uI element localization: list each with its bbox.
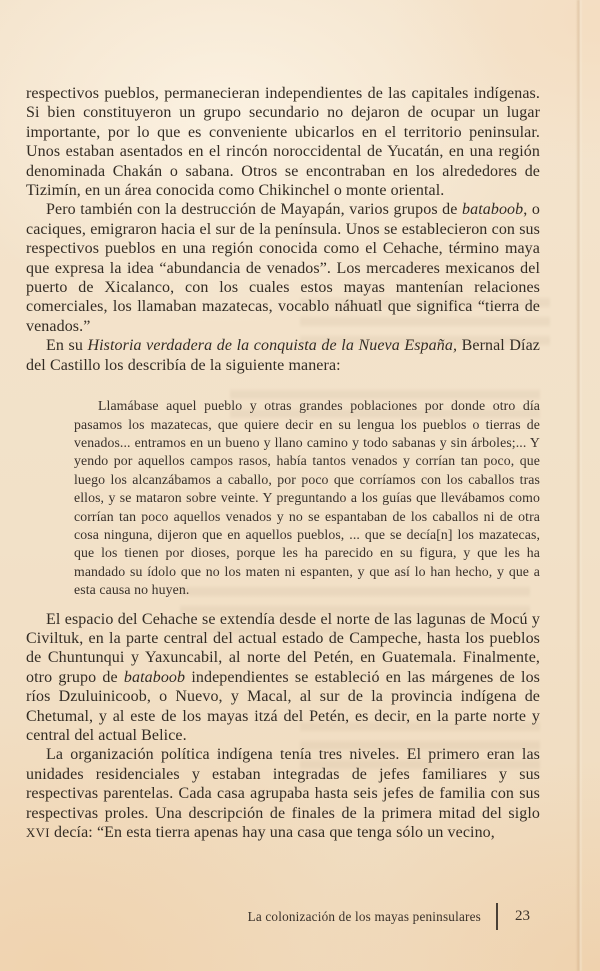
footer-divider	[496, 903, 498, 930]
running-footer	[26, 903, 540, 930]
paragraph	[26, 610, 540, 746]
italic-text-segment: bataboob	[123, 668, 186, 686]
text-segment: Bernal Díaz del Castillo los describía de la siguiente manera:	[26, 337, 540, 374]
text-segment: El espacio del Cehache se extendía desde el norte de las lagunas de Mocú y Civiltuk, en la parte central del actual estado de Campeche, hasta los pueblos de Chuntunqui y Yaxuncabil, al norte del Petén, en Guatemala. Finalmente, otro grupo de	[26, 610, 540, 686]
text-segment: respectivos pueblos, permanecieran independientes de las capitales indígenas. Si bien constituyeron un grupo secundario no dejaron de ocupar un lugar importante, por lo que es conveniente ubicarlos en el territorio peninsular. Unos estaban asentados en el rincón noroccidental de Yucatán, en una región denominada Chakán o sabana. Otros se encontraban en los alrededores de Tizimín, en un área conocida como Chikinchel o monte oriental.	[26, 85, 540, 200]
text-segment: Llamábase aquel pueblo y otras grandes poblaciones por donde otro día pasamos los mazatecas, que quiere decir en su lengua los pueblos o tierras de venados... entramos en un bueno y llano camino y todo sabanas y sin árboles;... Y yendo por aquellos campos rasos, había tantos venados y corrían tan poco, que luego los alcanzábamos a caballo, por poco que corríamos con los caballos tras ellos, y se mataron sobre veinte. Y preguntando a los guías que llevábamos como corrían tan poco aquellos venados y no se espantaban de los caballos ni de otra cosa ninguna, dijeron que en aquellos pueblos, ... que se decía[n] los mazatecas, que los tienen por dioses, porque les ha parecido en su figura, y que les ha mandado su ídolo que no los maten ni espanten, y que así lo han hecho, y que a esta causa no huyen.	[74, 398, 540, 598]
paragraph	[26, 84, 540, 200]
paragraph	[26, 745, 540, 843]
page-number: 23	[515, 908, 530, 924]
text-segment: , o caciques, emigraron hacia el sur de la península. Unos se establecieron con sus respectivos pueblos en una región conocida como el Cehache, término maya que expresa la idea “abundancia de venados”. Los mercaderes mexicanos del puerto de Xicalanco, con los cuales estos mayas mantenían relaciones comerciales, los llamaban mazatecas, vocablo náhuatl que significa “tierra de venados.”	[26, 201, 540, 335]
text-segment: decía: “En esta tierra apenas hay una casa que tenga sólo un vecino,	[49, 824, 495, 842]
italic-text-segment: Historia verdadera de la conquista de la Nueva España,	[87, 337, 458, 355]
text-segment: La organización política indígena tenía tres niveles. El primero eran las unidades residenciales y estaban integradas de jefes familiares y sus respectivas parentelas. Cada casa agrupaba hasta seis jefes de familia con sus respectivas proles. Una descripción de finales de la primera mitad del siglo	[26, 746, 540, 822]
text-segment: independientes se estableció en las márgenes de los ríos Dzuluinicoob, o Nuevo, y Macal, al sur de la provincia indígena de Chetumal, y al este de los mayas itzá del Petén, es decir, en la parte norte y central del actual Belice.	[26, 668, 540, 744]
page-crease	[576, 0, 582, 971]
text-segment: Pero también con la destrucción de Mayapán, varios grupos de	[46, 201, 463, 219]
paragraph	[26, 200, 540, 336]
paragraph	[26, 336, 540, 375]
smallcaps-text-segment: XVI	[26, 826, 50, 841]
text-column	[26, 84, 540, 843]
block-quote	[74, 397, 540, 599]
running-title: La colonización de los mayas peninsulares	[247, 908, 481, 924]
text-segment: En su	[46, 337, 88, 355]
italic-text-segment: bataboob	[462, 201, 524, 219]
